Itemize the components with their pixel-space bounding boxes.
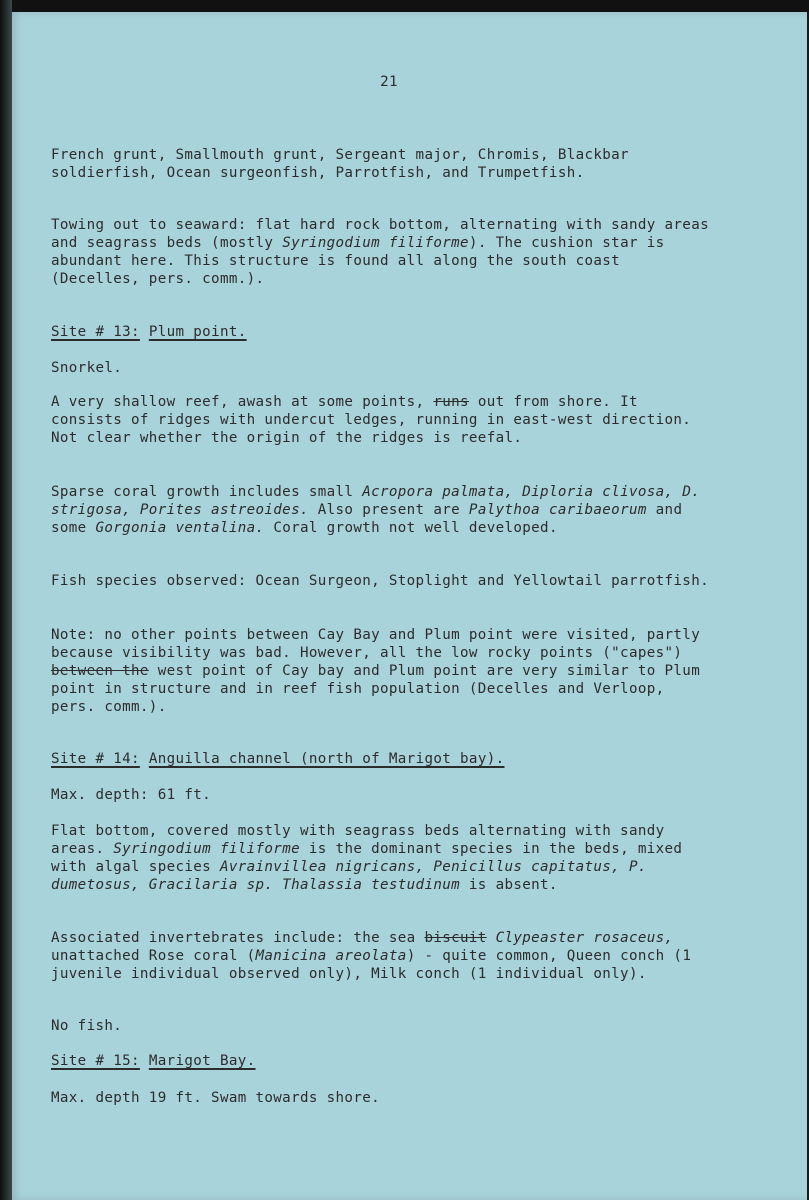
fish-observed-paragraph: Fish species observed: Ocean Surgeon, Stoplight and Yellowtail parrotfish. <box>51 573 709 589</box>
no-fish-paragraph: No fish. <box>51 1018 123 1034</box>
site-14-heading: Site # 14: Anguilla channel (north of Marigot bay). <box>51 751 505 767</box>
site-15-heading: Site # 15: Marigot Bay. <box>51 1053 256 1069</box>
depth-15-paragraph: Max. depth 19 ft. Swam towards shore. <box>51 1090 380 1106</box>
reef-paragraph: A very shallow reef, awash at some points, runs out from shore. It consists of ridges with undercut ledges, running in east-west direction. Not clear whether the origin of the ridges is reefal. <box>51 394 692 446</box>
site-13-heading: Site # 13: Plum point. <box>51 324 247 340</box>
binding-spine <box>0 0 12 1200</box>
page-number: 21 <box>380 74 398 90</box>
scan-top-edge <box>0 0 809 12</box>
snorkel-paragraph: Snorkel. <box>51 360 123 376</box>
coral-paragraph: Sparse coral growth includes small Acropora palmata, Diploria clivosa, D. strigosa, Porites astreoides. Also present are Palythoa caribaeorum and some Gorgonia ventalina. Coral growth not well developed. <box>51 484 701 536</box>
flat-bottom-paragraph: Flat bottom, covered mostly with seagrass beds alternating with sandy areas. Syringodium filiforme is the dominant species in the beds, mixed with algal species Avrainvillea nigricans, Penicillus capitatus, P. dumetosus, Gracilaria sp. Thalassia testudinum is absent. <box>51 823 683 893</box>
invertebrates-paragraph: Associated invertebrates include: the sea biscuit Clypeaster rosaceus, unattached Rose coral (Manicina areolata) - quite common, Queen conch (1 juvenile individual observed only), Milk conch (1 individual only). <box>51 930 692 982</box>
depth-14-paragraph: Max. depth: 61 ft. <box>51 787 212 803</box>
note-paragraph: Note: no other points between Cay Bay and Plum point were visited, partly because visibility was bad. However, all the low rocky points ("capes") between the west point of Cay bay and Plum point are very similar to Plum point in structure and in reef fish population (Decelles and Verloop, pers. comm.). <box>51 627 701 715</box>
towing-paragraph: Towing out to seaward: flat hard rock bottom, alternating with sandy areas and seagrass beds (mostly Syringodium filiforme). The cushion star is abundant here. This structure is found all along the south coast (Decelles, pers. comm.). <box>51 217 709 287</box>
fish-list-paragraph: French grunt, Smallmouth grunt, Sergeant major, Chromis, Blackbar soldierfish, Ocean surgeonfish, Parrotfish, and Trumpetfish. <box>51 147 629 181</box>
